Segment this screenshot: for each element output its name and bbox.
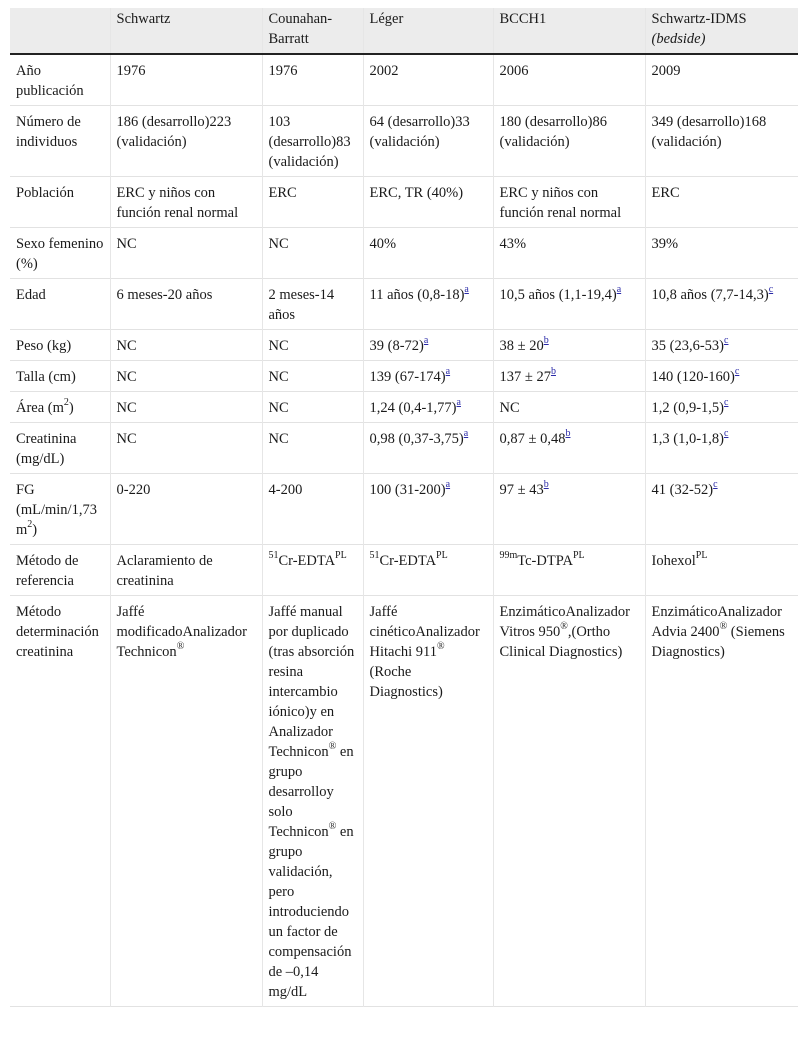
table-row [10,423,798,474]
cell-value: 0,87 ± 0,48 [499,431,566,447]
cell-value: Jaffé modificadoAnalizador Technicon [116,604,247,660]
footnote-link[interactable]: b [543,335,549,347]
cell: 39% [645,228,798,279]
superscript: PL [695,550,708,562]
cell: NC [262,423,363,474]
cell-value: 41 (32-52) [651,482,714,498]
table-row [10,392,798,423]
cell-value: 35 (23,6-53) [651,338,724,354]
cell [363,474,493,545]
cell: 43% [493,228,645,279]
cell-value: 1,2 (0,9-1,5) [651,400,724,416]
cell-value: Jaffé cinéticoAnalizador Hitachi 911 [369,604,480,660]
cell: NC [262,392,363,423]
superscript: 51 [268,550,279,562]
table-row [10,596,798,1007]
cell: 6 meses-20 años [110,279,262,330]
cell [645,361,798,392]
superscript: 2 [63,397,69,409]
row-label-text: Área (m [16,400,64,416]
registered-mark: ® [719,621,728,633]
registered-mark: ® [176,641,185,653]
row-label [10,392,110,423]
cell: 2002 [363,54,493,106]
footnote-link[interactable]: a [456,397,461,409]
row-label: Método determinación creatinina [16,604,99,660]
cell-value: (Siemens Diagnostics) [651,624,785,660]
cell [645,474,798,545]
table-row [10,177,798,228]
cell [493,330,645,361]
cell-value: 137 ± 27 [499,369,551,385]
cell [363,423,493,474]
footnote-link[interactable]: b [550,366,556,378]
cell [493,474,645,545]
row-label [10,474,110,545]
registered-mark: ® [437,641,445,653]
row-label: Método de referencia [16,553,79,589]
footnote-link[interactable]: c [724,397,729,409]
superscript: PL [436,550,448,562]
cell: 1976 [262,54,363,106]
cell [363,361,493,392]
footnote-link[interactable]: b [543,479,549,491]
superscript: PL [335,550,347,562]
cell [493,596,645,1007]
cell-value: EnzimáticoAnalizador Advia 2400 [651,604,782,640]
footnote-link[interactable]: c [768,284,774,296]
cell [645,330,798,361]
cell [493,279,645,330]
cell: 2009 [645,54,798,106]
cell: 1976 [110,54,262,106]
cell-value: en grupo desarrolloy solo Technicon [268,744,354,840]
cell: 64 (desarrollo)33 (validación) [363,106,493,177]
cell-value: 100 (31-200) [369,482,446,498]
cell: 186 (desarrollo)223 (validación) [110,106,262,177]
cell [363,596,493,1007]
header-corner [10,8,110,54]
cell: 2006 [493,54,645,106]
footnote-link[interactable]: c [724,428,729,440]
cell-value: 38 ± 20 [499,338,544,354]
footnote-link[interactable]: a [616,284,622,296]
cell-value: 10,5 años (1,1-19,4) [499,287,617,303]
cell: 103 (desarrollo)83 (validación) [262,106,363,177]
cell: Aclaramiento de creatinina [110,545,262,596]
table-row [10,474,798,545]
cell-value: Tc-DTPA [517,553,573,569]
cell: ERC [645,177,798,228]
table-row [10,361,798,392]
cell: ERC y niños con función renal normal [110,177,262,228]
superscript: 99m [499,550,518,562]
cell [645,596,798,1007]
footnote-link[interactable]: a [445,479,451,491]
cell: NC [262,330,363,361]
registered-mark: ® [328,821,337,833]
superscript: 2 [27,519,33,531]
cell-value: Cr-EDTA [278,553,336,569]
cell-value: 140 (120-160) [651,369,735,385]
cell: NC [493,392,645,423]
footnote-link[interactable]: b [565,428,571,440]
cell [363,545,493,596]
cell-value: 97 ± 43 [499,482,544,498]
cell-value: 0,98 (0,37-3,75) [369,431,464,447]
cell: ERC y niños con función renal normal [493,177,645,228]
superscript: PL [572,550,585,562]
row-label-end: ) [68,400,74,416]
table-row [10,330,798,361]
table-row [10,106,798,177]
cell [493,361,645,392]
header-row [10,8,798,54]
cell: NC [110,423,262,474]
cell: 4-200 [262,474,363,545]
cell: NC [110,361,262,392]
header-idms-note: (bedside) [651,31,706,47]
cell-value: Cr-EDTA [379,553,437,569]
cell: 2 meses-14 años [262,279,363,330]
cell-value: 11 años (0,8-18) [369,287,465,303]
cell: NC [110,392,262,423]
header-schwartz-idms [645,8,798,54]
row-label-text: FG (mL/min/1,73 m [16,482,97,538]
cell: ERC [262,177,363,228]
cell: NC [110,228,262,279]
footnote-link[interactable]: c [713,479,718,491]
cell: NC [262,361,363,392]
cell-value: EnzimáticoAnalizador Vitros 950 [499,604,630,640]
registered-mark: ® [328,741,337,753]
cell [262,596,363,1007]
row-label: Sexo femenino (%) [16,236,104,272]
footnote-link[interactable]: a [463,428,469,440]
row-label: Población [16,185,74,201]
cell-value: Jaffé manual por duplicado (tras absorción resina intercambio iónico)y en Analizador Technicon [268,604,355,760]
row-label: Talla (cm) [16,369,76,385]
cell: 349 (desarrollo)168 (validación) [645,106,798,177]
cell-value: ,(Ortho Clinical Diagnostics) [499,624,623,660]
cell [493,545,645,596]
row-label-end: ) [32,522,38,538]
cell-value: (Roche Diagnostics) [369,664,443,700]
cell [363,392,493,423]
cell-value: Iohexol [651,553,696,569]
row-label: Número de individuos [16,114,81,150]
cell: 0-220 [110,474,262,545]
cell-value: 1,3 (1,0-1,8) [651,431,724,447]
cell [363,279,493,330]
table-row [10,54,798,106]
footnote-link[interactable]: a [445,366,451,378]
row-label: Edad [16,287,46,303]
cell [493,423,645,474]
header-idms-title: Schwartz-IDMS [651,11,747,27]
cell [645,545,798,596]
table-row [10,228,798,279]
registered-mark: ® [560,621,568,633]
cell [262,545,363,596]
cell: ERC, TR (40%) [363,177,493,228]
row-label: Creatinina (mg/dL) [16,431,77,467]
header-counahan-barratt: Counahan-Barratt [262,8,363,54]
cell-value: 1,24 (0,4-1,77) [369,400,457,416]
header-schwartz: Schwartz [110,8,262,54]
cell-value: 39 (8-72) [369,338,424,354]
footnote-link[interactable]: a [423,335,429,347]
cell [363,330,493,361]
row-label: Año publicación [16,63,84,99]
footnote-link[interactable]: c [734,366,740,378]
footnote-link[interactable]: c [724,335,729,347]
cell [110,596,262,1007]
header-bcch1: BCCH1 [493,8,645,54]
cell-value: 10,8 años (7,7-14,3) [651,287,769,303]
superscript: 51 [369,550,380,562]
cell [645,423,798,474]
cell [645,392,798,423]
cell-value: 139 (67-174) [369,369,446,385]
table-row [10,545,798,596]
row-label: Peso (kg) [16,338,72,354]
cell: 40% [363,228,493,279]
header-leger: Léger [363,8,493,54]
footnote-link[interactable]: a [464,284,469,296]
cell-value: en grupo validación, pero introduciendo un factor de compensación de –0,14 mg/dL [268,824,354,1000]
cell: NC [262,228,363,279]
comparison-table [10,8,798,1007]
cell [645,279,798,330]
table-row [10,279,798,330]
cell: 180 (desarrollo)86 (validación) [493,106,645,177]
cell: NC [110,330,262,361]
